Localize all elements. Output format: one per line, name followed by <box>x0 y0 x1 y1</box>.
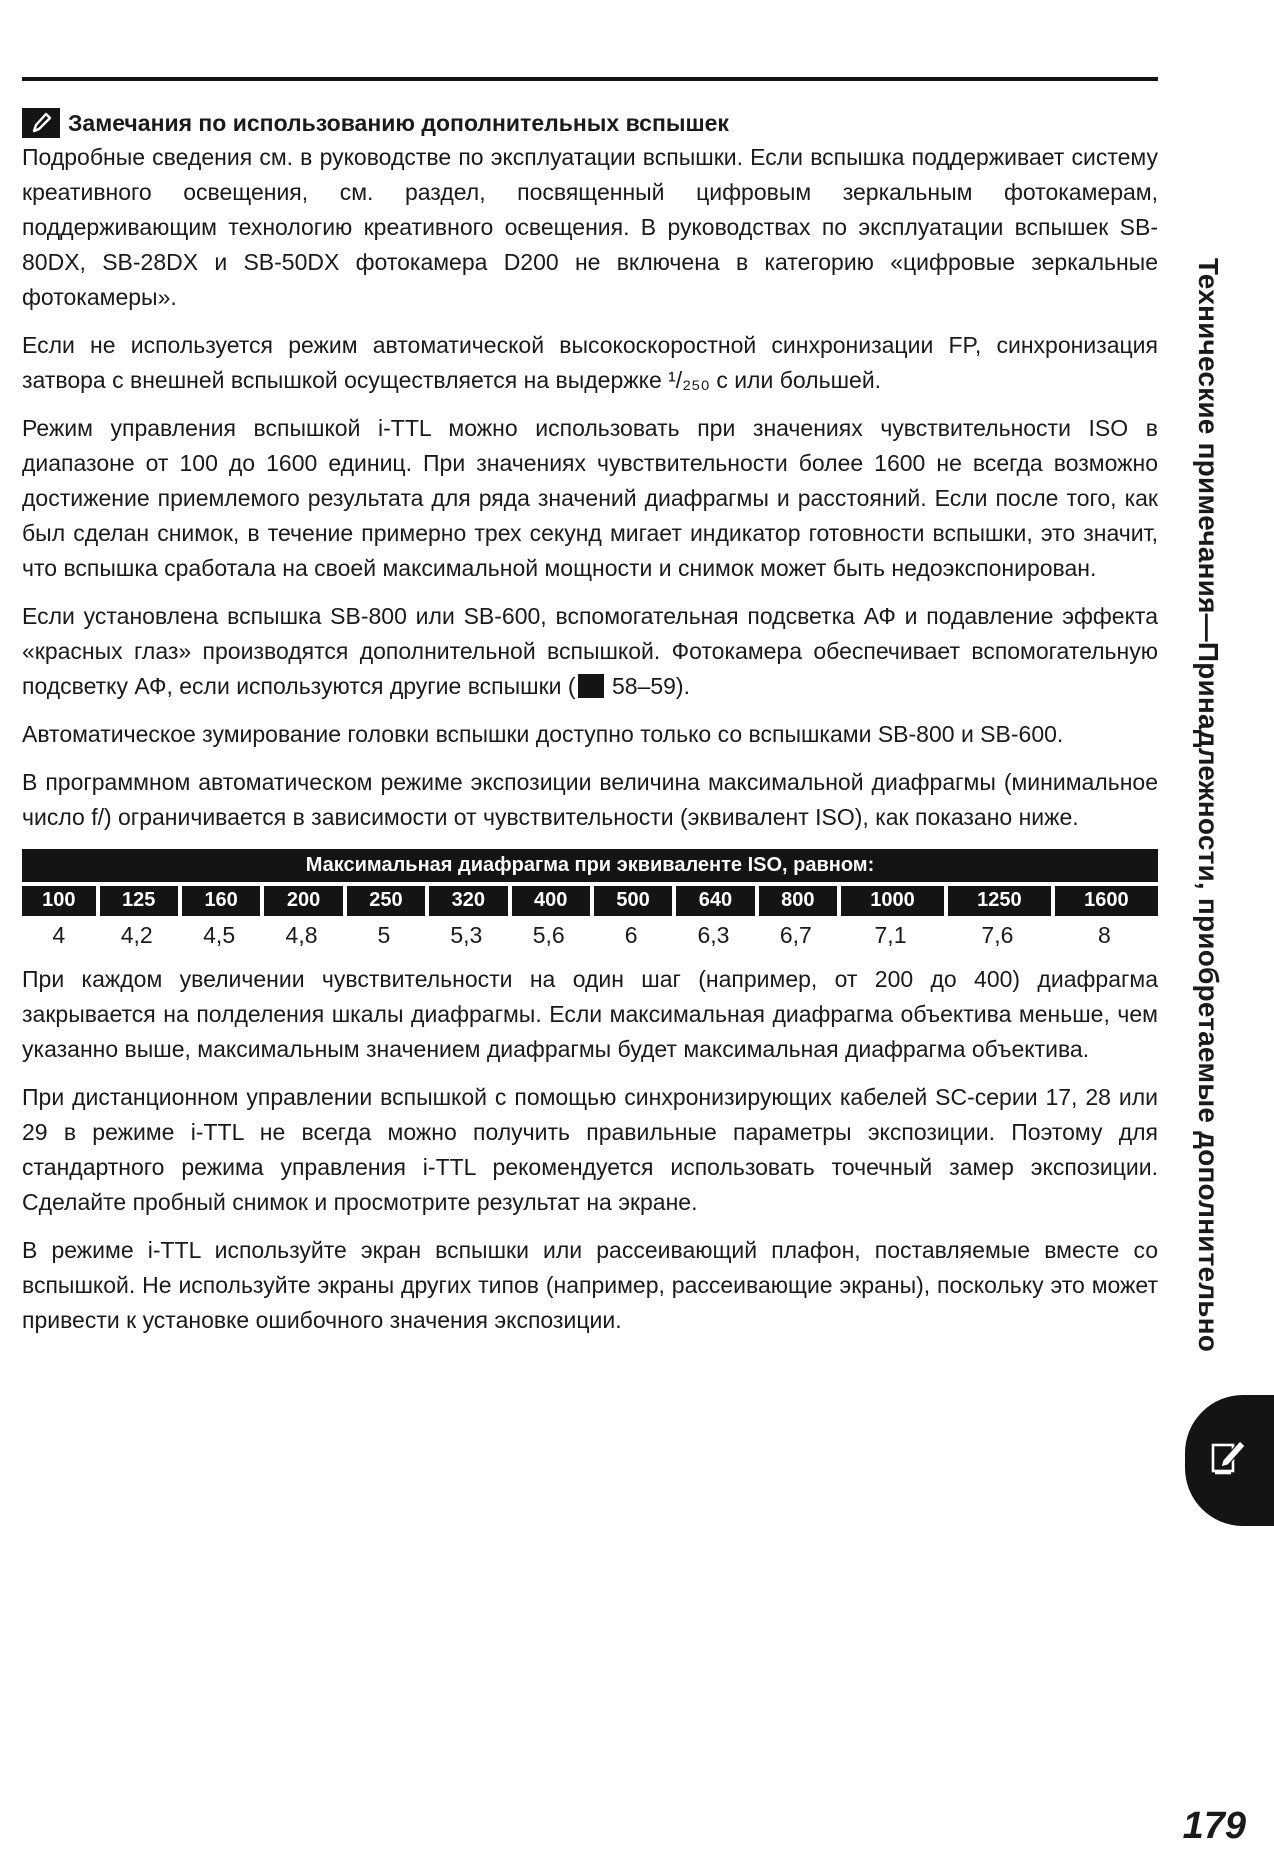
aperture-value-row <box>22 916 1158 952</box>
section-tab <box>1185 1395 1274 1526</box>
aperture-value-cell: 4,8 <box>285 922 318 948</box>
table-caption: Максимальная диафрагма при эквиваленте ISO, равном: <box>22 849 1158 882</box>
aperture-value-cell: 4,2 <box>120 922 153 948</box>
paragraph-step-increase: При каждом увеличении чувствительности на один шаг (например, от 200 до 400) диафрагма закрывается на полделения шкалы диафрагмы. Если максимальная диафрагма объектива меньше, чем указанно выше, максимальным значением диафрагмы будет максимальная диафрагма объектива. <box>22 966 1158 1062</box>
paragraph-auto-zoom: Автоматическое зумирование головки вспышки доступно только со вспышками SB-800 и SB-600. <box>22 721 1064 747</box>
paragraph-af-assist <box>22 599 1158 704</box>
aperture-value-cell: 5,3 <box>450 922 483 948</box>
page-content <box>22 108 1158 1351</box>
iso-header-cell: 250 <box>343 882 425 916</box>
paragraph-diffuser: В режиме i-TTL используйте экран вспышки или рассеивающий плафон, поставляемые вместе со вспышкой. Не используйте экраны других типов (например, рассеивающие экраны), поскольку это может привести к установке ошибочного значения экспозиции. <box>22 1237 1158 1333</box>
sidebar-section-title <box>1187 225 1229 1385</box>
pencil-icon <box>1207 1433 1253 1488</box>
af-text-end: 58–59). <box>605 673 690 699</box>
aperture-value-cell: 5,6 <box>532 922 565 948</box>
aperture-value-cell: 4,5 <box>203 922 236 948</box>
paragraph-sync-speed: Если не используется режим автоматической высокоскоростной синхронизации FP, синхронизация затвора с внешней вспышкой осуществляется на выдержке ¹/₂₅₀ с или большей. <box>22 332 1158 393</box>
aperture-value-cell: 7,1 <box>874 922 907 948</box>
iso-header-row <box>22 882 1158 916</box>
aperture-value-cell: 6 <box>624 922 638 948</box>
paragraph-program-mode: В программном автоматическом режиме экспозиции величина максимальной диафрагмы (минимальное число f/) ограничивается в зависимости от чувствительности (эквивалент ISO), как показано ниже. <box>22 769 1158 830</box>
iso-header-cell: 320 <box>425 882 507 916</box>
sidebar-title-text: Технические примечания—Принадлежности, приобретаемые дополнительно <box>1193 257 1224 1353</box>
iso-header-cell: 200 <box>260 882 342 916</box>
notes-heading-text: Замечания по использованию дополнительных вспышек <box>68 110 729 136</box>
paragraph-manual-reference: Подробные сведения см. в руководстве по эксплуатации вспышки. Если вспышка поддерживает систему креативного освещения, см. раздел, посвященный цифровым зеркальным фотокамерам, поддерживающим технологию креативного освещения. В руководствах по эксплуатации вспышек SB-80DX, SB-28DX и SB-50DX фотокамера D200 не включена в категорию «цифровые зеркальные фотокамеры». <box>22 144 1158 310</box>
notes-heading <box>22 108 1158 138</box>
iso-header-cell: 500 <box>590 882 672 916</box>
iso-header-cell: 100 <box>22 882 96 916</box>
top-rule <box>22 77 1158 81</box>
aperture-value-cell: 6,3 <box>697 922 730 948</box>
aperture-value-cell: 4 <box>52 922 66 948</box>
pencil-icon <box>22 108 60 138</box>
iso-header-cell: 1000 <box>837 882 944 916</box>
iso-header-cell: 160 <box>178 882 260 916</box>
iso-header-cell: 125 <box>96 882 178 916</box>
iso-header-cell: 800 <box>755 882 837 916</box>
aperture-value-cell: 8 <box>1098 922 1111 948</box>
aperture-value-cell: 7,6 <box>981 922 1014 948</box>
page-number: 179 <box>1182 1805 1246 1847</box>
iso-header-cell: 1250 <box>944 882 1051 916</box>
af-text-start: Если установлена вспышка SB-800 или SB-600, вспомогательная подсветка АФ и подавление эффекта «красных глаз» производятся дополнительной вспышкой. Фотокамера обеспечивает вспомогательную подсветку АФ, если используются другие вспышки ( <box>22 603 1158 699</box>
page-reference-icon <box>578 674 604 698</box>
paragraph-itl-iso: Режим управления вспышкой i-TTL можно использовать при значениях чувствительности ISO в диапазоне от 100 до 1600 единиц. При значениях чувствительности более 1600 не всегда возможно достижение приемлемого результата для ряда значений диафрагмы и расстояний. Если после того, как был сделан снимок, в течение примерно трех секунд мигает индикатор готовности вспышки, это значит, что вспышка сработала на своей максимальной мощности и снимок может быть недоэкспонирован. <box>22 415 1158 581</box>
iso-header-cell: 400 <box>508 882 590 916</box>
iso-header-cell: 640 <box>672 882 754 916</box>
aperture-value-cell: 6,7 <box>779 922 812 948</box>
iso-header-cell: 1600 <box>1051 882 1158 916</box>
aperture-value-cell: 5 <box>377 922 391 948</box>
aperture-table <box>22 849 1158 952</box>
paragraph-remote-flash: При дистанционном управлении вспышкой с помощью синхронизирующих кабелей SC-серии 17, 28 или 29 в режиме i-TTL не всегда можно получить правильные параметры экспозиции. Поэтому для стандартного режима управления i-TTL рекомендуется использовать точечный замер экспозиции. Сделайте пробный снимок и просмотрите результат на экране. <box>22 1084 1158 1215</box>
